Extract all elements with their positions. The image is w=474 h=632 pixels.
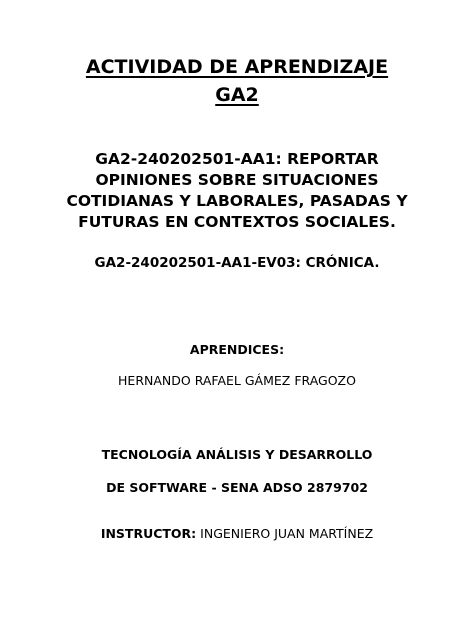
evidence-code: GA2-240202501-AA1-EV03: CRÓNICA. [94,255,380,271]
document-title-line-1: ACTIVIDAD DE APRENDIZAJE [85,56,389,78]
instructor-name: INGENIERO JUAN MARTÍNEZ [200,526,374,541]
activity-line-3: COTIDIANAS Y LABORALES, PASADAS Y [66,192,408,210]
instructor-label: INSTRUCTOR: [100,526,197,541]
activity-line-4: FUTURAS EN CONTEXTOS SOCIALES. [78,213,396,231]
instructor-line [0,526,474,541]
learner-name: HERNANDO RAFAEL GÁMEZ FRAGOZO [118,373,356,388]
document-title-line-2: GA2 [215,84,259,106]
learners-label: APRENDICES: [189,342,285,357]
program-line-2: DE SOFTWARE - SENA ADSO 2879702 [106,480,368,495]
activity-line-2: OPINIONES SOBRE SITUACIONES [95,171,379,189]
program-line-1: TECNOLOGÍA ANÁLISIS Y DESARROLLO [101,447,373,462]
activity-line-1: GA2-240202501-AA1: REPORTAR [95,150,379,168]
